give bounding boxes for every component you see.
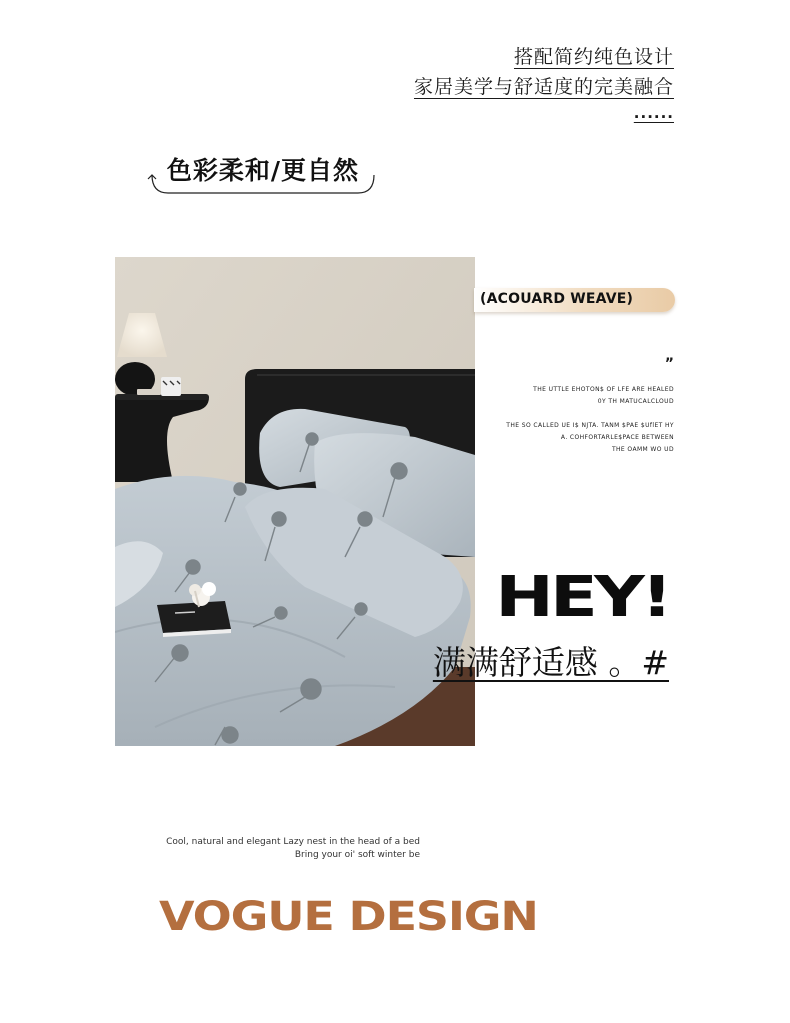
header-ellipsis: ...... <box>633 104 674 122</box>
weave-tag-label: (ACOUARD WEAVE) <box>480 291 634 307</box>
quote-line: THE OAMM WO UD <box>611 446 674 453</box>
book-icon <box>157 601 231 637</box>
weave-tag <box>474 288 675 312</box>
quote-line: A. COHFORTARLE$PACE BETWEEN <box>560 434 674 441</box>
bedroom-photo <box>115 257 475 746</box>
header-line-1: 搭配简约纯色设计 <box>513 46 674 68</box>
quote-line: THE UTTLE EHOTON$ OF LFE ARE HEALED <box>533 386 674 393</box>
quote-mark: ” <box>664 356 674 372</box>
title-pill <box>146 149 380 194</box>
mug-icon <box>161 377 181 396</box>
bedroom-illustration <box>115 257 475 746</box>
caption-line-1: Cool, natural and elegant Lazy nest in the head of a bed <box>166 837 420 847</box>
quote-line: THE SO CALLED UE I$ NJTA. TANM $PAE $UflET HY <box>506 422 674 429</box>
header-line-2: 家居美学与舒适度的完美融合 <box>413 76 674 98</box>
hey-subtitle: 满满舒适感 。# <box>432 643 669 682</box>
vogue-design-title: VOGUE DESIGN <box>159 894 538 940</box>
quote-line: 0Y TH MATUCALCLOUD <box>597 398 674 405</box>
hey-title: HEY! <box>494 565 669 630</box>
pill-title: 色彩柔和/更自然 <box>166 156 360 185</box>
caption-line-2: Bring your oi' soft winter be <box>294 850 420 860</box>
